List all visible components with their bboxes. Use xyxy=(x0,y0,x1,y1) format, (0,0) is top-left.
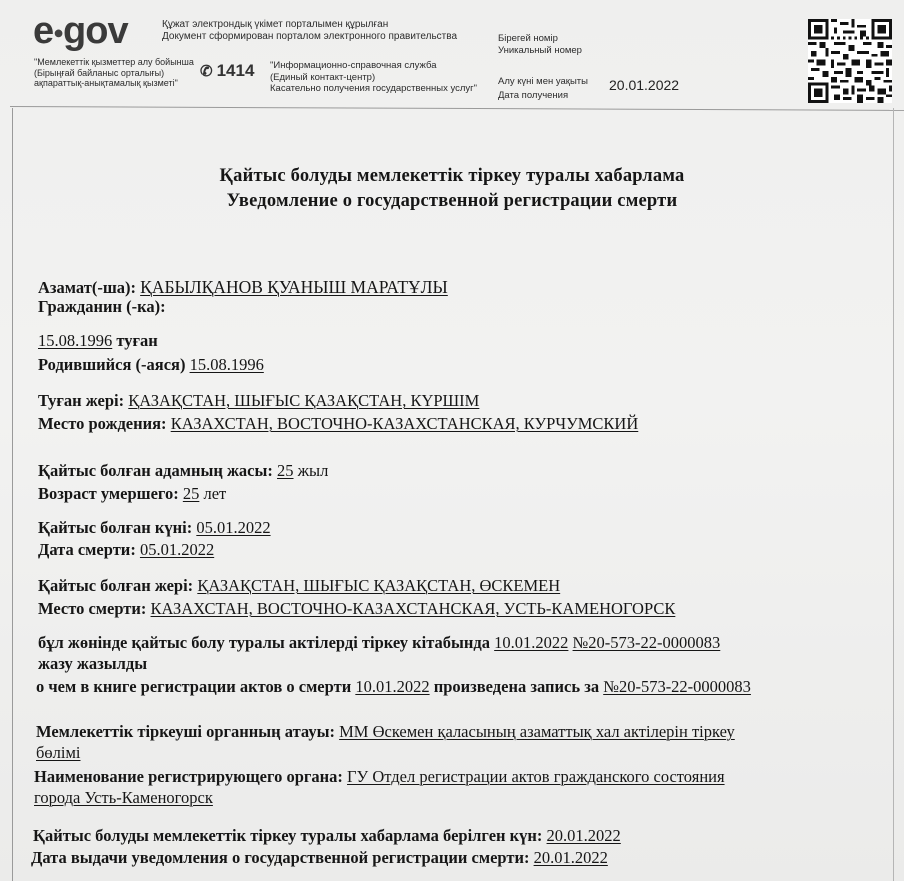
organ-line-kz-1: Мемлекеттік тіркеуші органның атауы: ММ Өскемен қаласының азаматтық хал актілерін тіркеу xyxy=(36,722,735,741)
death-place-line-kz: Қайтыс болған жері: ҚАЗАҚСТАН, ШЫҒЫС ҚАЗАҚСТАН, ӨСКЕМЕН xyxy=(38,576,561,595)
organ-kz: ММ Өскемен қаласының азаматтық хал актілерін тіркеу xyxy=(339,722,735,741)
birth-line-kz: 15.08.1996 туған xyxy=(38,331,158,350)
record-number-ru: №20-573-22-0000083 xyxy=(603,677,751,696)
issued-line-ru: Дата выдачи уведомления о государственной регистрации смерти: 20.01.2022 xyxy=(31,848,608,867)
phone-icon: ✆ xyxy=(200,63,213,80)
portal-caption: Құжат электрондық үкімет порталымен құрылған Документ сформирован порталом электронного правительства xyxy=(162,19,458,42)
birth-date-kz: 15.08.1996 xyxy=(38,331,113,350)
issued-line-kz: Қайтыс болуды мемлекеттік тіркеу туралы хабарлама берілген күн: 20.01.2022 xyxy=(33,826,621,845)
phone-number: 1414 xyxy=(216,61,255,80)
citizen-line-kz: Азамат(-ша): ҚАБЫЛҚАНОВ ҚУАНЫШ МАРАТҰЛЫ xyxy=(38,277,448,297)
unique-number-label: Бірегей номір Уникальный номер xyxy=(498,33,582,56)
title-ru: Уведомление о государственной регистрации смерти xyxy=(226,191,678,211)
death-date-kz: 05.01.2022 xyxy=(196,518,271,537)
title-kz: Қайтыс болуды мемлекеттік тіркеу туралы хабарлама xyxy=(219,166,685,186)
death-date-line-ru: Дата смерти: 05.01.2022 xyxy=(38,540,215,559)
record-date-ru: 10.01.2022 xyxy=(355,677,430,696)
organ-line-kz-2: бөлімі xyxy=(36,743,81,762)
organ-line-ru-1: Наименование регистрирующего органа: ГУ Отдел регистрации актов гражданского состояния xyxy=(34,767,725,786)
age-ru: 25 xyxy=(182,484,200,503)
birth-line-ru: Родившийся (-аяся) 15.08.1996 xyxy=(38,355,264,374)
date-received-value: 20.01.2022 xyxy=(609,77,680,93)
record-line-kz-2: жазу жазылды xyxy=(38,654,148,673)
issued-date-kz: 20.01.2022 xyxy=(546,826,621,845)
logo-caption: "Мемлекеттік қызметтер алу бойынша (Бірыңғай байланыс орталығы) ақпараттық-анықтамалық қызметі" xyxy=(34,57,194,88)
death-place-line-ru: Место смерти: КАЗАХСТАН, ВОСТОЧНО-КАЗАХСТАНСКАЯ, УСТЬ-КАМЕНОГОРСК xyxy=(38,599,676,618)
organ-ru: ГУ Отдел регистрации актов гражданского состояния xyxy=(347,767,725,786)
egov-header xyxy=(0,0,904,108)
citizen-name: ҚАБЫЛҚАНОВ ҚУАНЫШ МАРАТҰЛЫ xyxy=(140,277,448,297)
death-place-ru: КАЗАХСТАН, ВОСТОЧНО-КАЗАХСТАНСКАЯ, УСТЬ-КАМЕНОГОРСК xyxy=(150,599,676,618)
death-date-ru: 05.01.2022 xyxy=(139,540,215,559)
birthplace-kz: ҚАЗАҚСТАН, ШЫҒЫС ҚАЗАҚСТАН, КҮРШІМ xyxy=(128,391,480,410)
birthplace-ru: КАЗАХСТАН, ВОСТОЧНО-КАЗАХСТАНСКАЯ, КУРЧУМСКИЙ xyxy=(170,414,639,433)
citizen-line-ru: Гражданин (-ка): xyxy=(38,297,166,316)
service-caption: "Информационно-справочная служба (Единый контакт-центр) Касательно получения государственных услуг" xyxy=(270,60,477,94)
birth-date-ru: 15.08.1996 xyxy=(189,355,264,374)
record-line-ru: о чем в книге регистрации актов о смерти 10.01.2022 произведена запись за №20-573-22-0000083 xyxy=(36,677,751,696)
logo-dot: ● xyxy=(53,22,64,43)
death-date-line-kz: Қайтыс болған күні: 05.01.2022 xyxy=(38,518,271,537)
egov-logo xyxy=(33,10,128,53)
record-number-kz: №20-573-22-0000083 xyxy=(572,633,721,652)
issued-date-ru: 20.01.2022 xyxy=(533,848,608,867)
left-border xyxy=(12,108,13,881)
record-line-kz-1: бұл жөнінде қайтыс болу туралы актілерді тіркеу кітабында 10.01.2022 №20-573-22-0000083 xyxy=(38,633,721,652)
organ-line-ru-2: города Усть-Каменогорск xyxy=(34,788,213,807)
logo-e: e xyxy=(33,10,54,52)
qr-code-icon xyxy=(808,19,892,103)
birthplace-line-kz: Туған жері: ҚАЗАҚСТАН, ШЫҒЫС ҚАЗАҚСТАН, КҮРШІМ xyxy=(38,391,480,410)
birthplace-line-ru: Место рождения: КАЗАХСТАН, ВОСТОЧНО-КАЗАХСТАНСКАЯ, КУРЧУМСКИЙ xyxy=(38,414,639,433)
age-line-ru: Возраст умершего: 25 лет xyxy=(38,484,227,503)
date-received-label: Алу күні мен уақыты Дата получения xyxy=(498,76,588,101)
death-place-kz: ҚАЗАҚСТАН, ШЫҒЫС ҚАЗАҚСТАН, ӨСКЕМЕН xyxy=(197,576,561,595)
phone-block xyxy=(200,61,254,81)
age-line-kz: Қайтыс болған адамның жасы: 25 жыл xyxy=(38,461,329,480)
logo-gov: gov xyxy=(63,10,128,52)
right-border xyxy=(893,108,894,881)
record-date-kz: 10.01.2022 xyxy=(494,633,569,652)
age-kz: 25 xyxy=(277,461,294,480)
